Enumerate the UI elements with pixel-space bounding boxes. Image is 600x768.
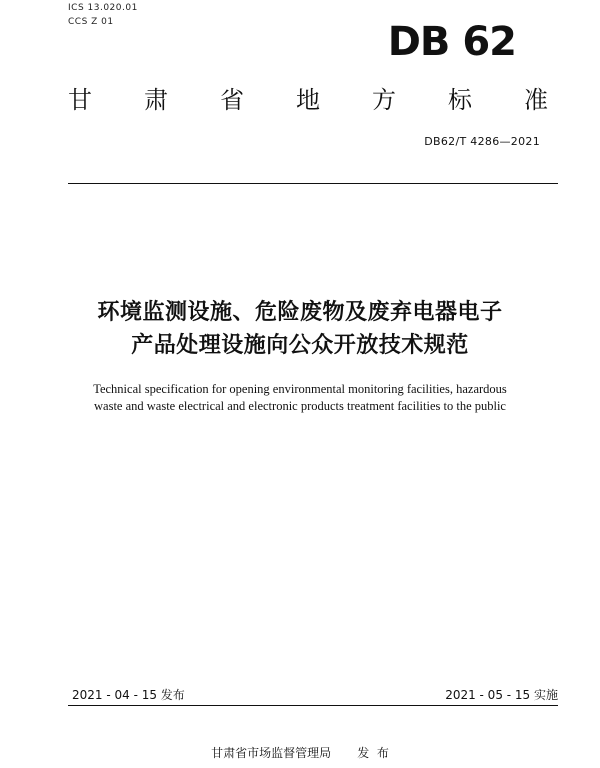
db-logo: DB 62 bbox=[387, 19, 516, 65]
standard-number: DB62/T 4286—2021 bbox=[424, 135, 540, 148]
english-title-line: Technical specification for opening environmental monitoring facilities, hazardous bbox=[93, 382, 507, 396]
issue-date: 2021 - 04 - 15 发布 bbox=[72, 688, 185, 702]
ccs-code: CCS Z 01 bbox=[68, 17, 114, 27]
heading-char: 标 bbox=[448, 86, 472, 114]
issuer-name: 甘肃省市场监督管理局 bbox=[211, 746, 332, 760]
heading-char: 省 bbox=[220, 86, 244, 114]
top-divider bbox=[68, 183, 558, 184]
issuer-action: 发 布 bbox=[357, 746, 389, 760]
implementation-date: 2021 - 05 - 15 实施 bbox=[445, 688, 558, 702]
heading-char: 准 bbox=[524, 86, 548, 114]
heading-char: 地 bbox=[296, 86, 320, 114]
standard-type-heading bbox=[68, 88, 548, 112]
english-title bbox=[0, 381, 600, 415]
heading-char: 方 bbox=[372, 86, 396, 114]
chinese-title-line: 产品处理设施向公众开放技术规范 bbox=[131, 333, 469, 358]
ics-code: ICS 13.020.01 bbox=[68, 3, 138, 13]
issuing-authority bbox=[0, 744, 600, 761]
english-title-line: waste and waste electrical and electronic products treatment facilities to the public bbox=[94, 399, 506, 413]
chinese-title-line: 环境监测设施、危险废物及废弃电器电子 bbox=[97, 300, 503, 325]
bottom-divider bbox=[68, 705, 558, 706]
chinese-title bbox=[0, 296, 600, 362]
heading-char: 甘 bbox=[68, 86, 92, 114]
heading-char: 肃 bbox=[144, 86, 168, 114]
